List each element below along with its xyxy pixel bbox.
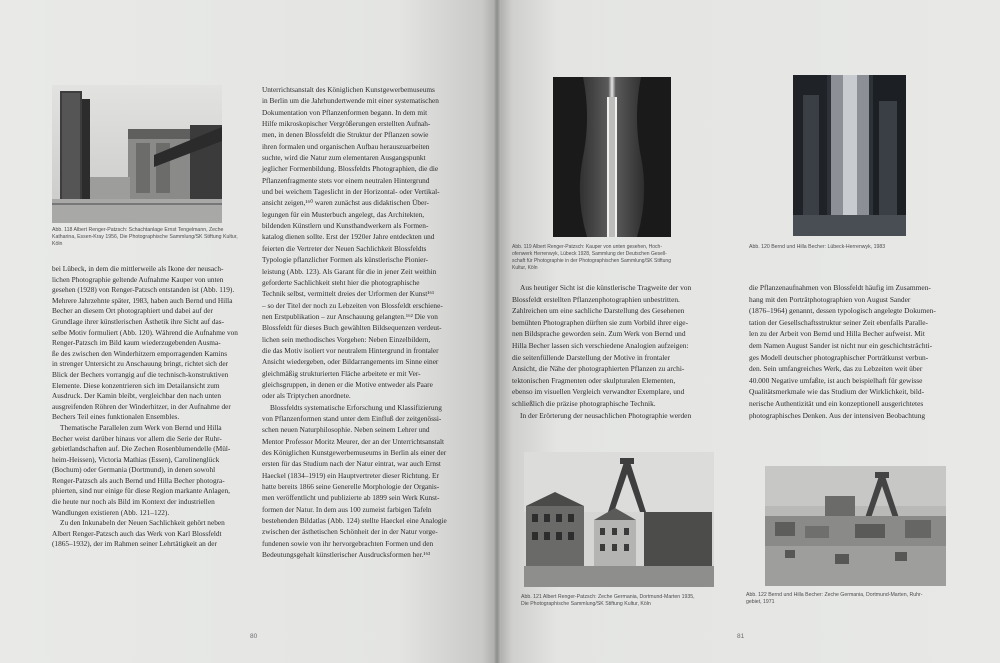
text-line: ansicht zeigen,¹⁶⁰ waren zunächst aus didaktischen Über- <box>262 198 429 208</box>
text-line: nerische Authentizität und ein konzeptionell ausgerichtetes <box>749 398 924 408</box>
text-line: Zu den Inkunabeln der Neuen Sachlichkeit gehört neben <box>60 518 225 528</box>
figure-118-caption <box>52 227 238 248</box>
text-line: die Pflanzenaufnahmen von Blossfeldt häufig im Zusammen- <box>749 283 931 292</box>
text-line: Grundlage ihrer künstlerischen Ästhetik ihre Sicht auf das- <box>52 316 225 326</box>
text-line: men, in denen Blossfeldt die Struktur der Pflanzen sowie <box>262 130 429 140</box>
text-line: und bei weichem Tageslicht in der Horizontal- oder Vertikal- <box>262 187 440 197</box>
text-line: Dokumentation von Pflanzenformen begann. In dem mit <box>262 107 428 117</box>
caption-line: Köln <box>52 241 63 247</box>
text-line: den. Sein umfangreiches Werk, das zu Lebzeiten weit über <box>749 364 923 374</box>
caption-line: schaft für Photographie in der Photographischen Sammlung/SK Stiftung <box>512 257 671 264</box>
text-line: selbe Motiv formuliert (Abb. 120). Während die Aufnahme von <box>52 327 238 337</box>
text-line: tektonischen Fragmenten oder skulpturalen Elementen, <box>512 375 676 385</box>
text-line: (1865–1932), der im Rahmen seiner Lehrtätigkeit an der <box>52 539 217 549</box>
text-line: Blossfeldts systematische Erforschung und Klassifizierung <box>270 402 442 412</box>
text-line: legungen für ein Musterbuch angelegt, das Architekten, <box>262 209 425 219</box>
text-line: von Pflanzenformen stand unter dem Einfluß der zeitgenössi- <box>262 413 442 423</box>
text-column-1 <box>52 264 238 550</box>
text-line: ausgreifenden Röhren der Winderhitzer, in der Aufnahme der <box>52 401 231 411</box>
text-line: ges Modell deutscher photographischer Porträtkunst verbun- <box>749 352 929 362</box>
text-line: oder als Triptychen anordnete. <box>262 391 351 401</box>
caption-line: Abb. 121 Albert Renger-Patzsch: Zeche Germania, Dortmund-Marten 1935, <box>521 594 695 600</box>
text-line: Wandlungen existieren (Abb. 121–122). <box>52 507 170 517</box>
text-line: Thematische Parallelen zum Werk von Bernd und Hilla <box>60 422 222 432</box>
text-line: tation der Gesellschaftsstruktur seiner Zeit ebenfalls Paralle- <box>749 317 928 327</box>
text-line: Ausdruck. Der Kamin bleibt, vergleichbar den nach unten <box>52 391 222 401</box>
text-line: Hilfe mikroskopischer Vergrößerungen erstellten Aufnah- <box>262 119 431 129</box>
caption-line: Abb. 118 Albert Renger-Patzsch: Schachtanlage Ernst Tengelmann, Zeche <box>52 227 224 233</box>
text-line: Unterrichtsanstalt des Königlichen Kunstgewerbemuseums <box>262 85 435 94</box>
text-line: Blossfeldt für dieses Buch gewählten Bildsequenzen verdeut- <box>262 323 442 333</box>
text-line: Renger-Patzsch im Bild kaum wiederzugebenden Ausma- <box>52 338 221 348</box>
text-line: len zu der Arbeit von Bernd und Hilla Becher aufweist. Mit <box>749 329 925 339</box>
text-line: Pflanzenfragmente stets vor einem neutralen Hintergrund <box>262 175 430 185</box>
caption-line: Abb. 119 Albert Renger-Patzsch: Kauper von unten gesehen, Hoch- <box>512 244 663 250</box>
text-line: geforderte Sachlichkeit steht hier die photographische <box>262 277 420 287</box>
text-line: nen Erstpublikation – zur Anschauung gelangten.¹⁶² Die von <box>262 311 438 321</box>
text-line: gebietlandschaften auf. Die Zechen Rosenblumendelle (Mül- <box>52 444 231 454</box>
text-line: Hilla Becher lassen sich verschiedene Analogien aufzeigen: <box>512 340 689 350</box>
figure-122-photo <box>765 466 946 586</box>
text-line: heim-Heissen), Victoria Mathias (Essen), Carolinenglück <box>52 454 220 464</box>
text-line: phierten, sind nur einige für diese Region markante Anlagen, <box>52 486 230 496</box>
text-line: Becher weist darüber hinaus vor allem die Serie der Ruhr- <box>52 433 222 443</box>
text-line: schen neuen Naturphilosophie. Neben seinem Lehrer und <box>262 425 430 435</box>
text-line: in strenger Untersicht zu Anschauung bringt, richtet sich der <box>52 359 229 369</box>
caption-line: Abb. 122 Bernd und Hilla Becher: Zeche Germania, Dortmund-Marten, Ruhr- <box>746 592 923 598</box>
text-line: suchte, wird die Natur zum elementaren Ausgangspunkt <box>262 153 426 163</box>
text-line: Qualitätsmerkmale wie das Studium der Wirklichkeit, bild- <box>749 387 925 397</box>
caption-line: Abb. 120 Bernd und Hilla Becher: Lübeck-Herrenwyk, 1983 <box>749 244 886 250</box>
caption-line: gebiet, 1971 <box>746 599 775 605</box>
text-line: schließlich die präzise photographische Technik. <box>512 398 656 408</box>
text-line: dem Namen August Sander ist nicht nur ein geschichtsträchti- <box>749 340 933 350</box>
text-line: fundenen sowie von ihr hervorgebrachten Formen und den <box>262 538 434 548</box>
text-line: lichen sein methodisches Vorgehen: Neben Einzelbildern, <box>262 334 431 344</box>
text-line: Blick der Bechers vorrangig auf die technisch-konstruktiven <box>52 369 229 379</box>
text-line: katalog dienen sollte. Erst der 1920er Jahre entdeckten und <box>262 232 435 242</box>
text-line: des Königlichen Kunstgewerbemuseums in Berlin als einer der <box>262 448 447 457</box>
text-line: bei Lübeck, in dem die mittlerweile als Ikone der neusach- <box>52 264 224 273</box>
text-line: ebenso im visuellen Vergleich verwandter Exemplare, und <box>512 387 685 397</box>
left-page <box>0 0 497 663</box>
text-line: jeglicher Formenbildung. Blossfeldts Photographien, die die <box>262 164 439 174</box>
page-number: 80 <box>250 633 258 640</box>
figure-119-caption <box>512 244 671 272</box>
text-line: Bechers Teil eines funktionalen Ensembles. <box>52 412 180 422</box>
text-line: Bedeutungsgehalt künstlerischer Ausdrucksformen her.¹⁶³ <box>262 550 431 560</box>
text-line: Ansicht wiedergeben, oder Bildarrangements im Sinne einer <box>262 357 439 367</box>
text-line: ße des zwischen den Winderhitzern emporragenden Kamins <box>52 348 228 358</box>
text-line: ersten für das Studium nach der Natur eintrat, war auch Ernst <box>262 459 441 469</box>
text-line: hatte bereits 1866 seine Generelle Morphologie der Organis- <box>262 482 440 492</box>
figure-120-photo <box>793 75 906 236</box>
figure-121-caption <box>521 594 695 608</box>
text-line: – so der Titel der noch zu Lebzeiten von Blossfeldt erschiene- <box>262 300 443 310</box>
text-line: photographisches Denken. Aus der intensiven Beobachtung <box>749 410 926 420</box>
figure-120-caption <box>749 244 885 251</box>
text-line: Technik selbst, vermittelt dreies der Urformen der Kunst¹⁶¹ <box>262 289 435 299</box>
text-line: Elemente. Diese konzentrieren sich im Detailansicht zum <box>52 380 220 390</box>
text-line: (1876–1964) genannt, dessen typologisch angelegte Dokumen- <box>749 306 936 316</box>
text-line: nen Bildsprache geworden sein. Zum Werk von Bernd und <box>512 329 686 339</box>
text-line: Renger-Patzsch als auch Bernd und Hilla Becher photogra- <box>52 475 225 485</box>
text-line: Becher an diesem Ort photographiert und dabei auf der <box>52 306 213 316</box>
text-line: Haeckel (1834–1919) ein Hauptvertreter dieser Richtung. Er <box>262 470 439 480</box>
text-line: Albert Renger-Patzsch auch das Werk von Karl Blossfeldt <box>52 528 222 538</box>
text-line: leistung (Abb. 123). Als Garant für die in jener Zeit weithin <box>262 266 437 276</box>
text-line: 40.000 Negative umfaßte, ist auch beispielhaft für gewisse <box>749 375 923 385</box>
text-line: formen der Natur. In dem aus 100 zumeist farbigen Tafeln <box>262 504 432 514</box>
text-line: Ansicht, die Nähe der photographierten Pflanzen zu archi- <box>512 364 685 374</box>
caption-line: Katharina, Essen-Kray 1956, Die Photographische Sammlung/SK Stiftung Kultur, <box>52 234 238 240</box>
text-line: zwischen der ästhetischen Schönheit der in der Natur vorge- <box>262 527 438 537</box>
caption-line: ofenwerk Herrenwyk, Lübeck 1928, Sammlung der Deutschen Gesell- <box>512 250 667 257</box>
caption-line: Die Photographische Sammlung/SK Stiftung Kultur, Köln <box>521 601 651 607</box>
text-line: Blossfeldt erstellten Pflanzenphotographien unbestritten. <box>512 294 680 304</box>
text-column-3 <box>512 282 691 421</box>
text-line: hang mit den Porträtphotographien von August Sander <box>749 294 911 304</box>
text-line: feierten die Vertreter der Neuen Sachlichkeit Blossfeldts <box>262 243 427 253</box>
right-page <box>497 0 1000 663</box>
text-line: in Berlin um die Jahrhundertwende mit einer systematischen <box>262 96 439 106</box>
text-line: gleichsgruppen, in denen er die Motive entweder als Paare <box>262 379 433 389</box>
text-column-2 <box>262 84 447 560</box>
caption-line: Kultur, Köln <box>512 264 538 271</box>
text-line: Zahlreichen um eine sachliche Darstellung des Gesehenen <box>512 306 685 316</box>
text-line: lichen Photographie geltende Aufnahme Kauper von unten <box>52 274 224 284</box>
text-line: bemühten Photographen dürften sie zum Vorbild ihrer eige- <box>512 317 689 327</box>
text-line: gleichmäßig strukturierten Fläche arbeitete er mit Ver- <box>262 368 421 378</box>
page-number: 81 <box>737 633 745 640</box>
text-line: Mehrere Jahrzehnte später, 1983, haben auch Bernd und Hilla <box>52 295 233 305</box>
text-column-4 <box>749 282 936 421</box>
book-gutter <box>493 0 501 663</box>
text-line: In der Erörterung der neusachlichen Photographie werden <box>520 410 692 420</box>
text-line: die seitenfüllende Darstellung der Motive in frontaler <box>512 352 671 362</box>
text-line: (Bochum) oder Germania (Dortmund), in denen sowohl <box>52 465 216 475</box>
text-line: Aus heutiger Sicht ist die künstlerische Tragweite der von <box>520 283 692 292</box>
text-line: men veröffentlicht und publizierte ab 1899 sein Werk Kunst- <box>262 493 440 503</box>
text-line: Typologie pflanzlicher Formen als künstlerische Pionier- <box>262 255 429 265</box>
text-line: die das Motiv isoliert vor neutralem Hintergrund in frontaler <box>262 345 439 355</box>
figure-121-photo <box>524 452 714 587</box>
text-line: bildenden Künstlern und Kunsthandwerkern als Formen- <box>262 221 429 231</box>
text-line: bestehenden Bildatlas (Abb. 124) stellte Haeckel eine Analogie <box>262 516 447 526</box>
text-line: die heute nur noch als Bild im Kontext der industriellen <box>52 497 215 507</box>
text-line: ihren formalen und organischen Aufbau herauszuarbeiten <box>262 141 430 151</box>
figure-118-photo <box>52 85 222 223</box>
text-line: Mentor Professor Moritz Meurer, der an der Unterrichtsanstalt <box>262 436 445 446</box>
text-line: gesehen (1928) von Renger-Patzsch entstanden ist (Abb. 119). <box>52 285 235 295</box>
figure-122-caption <box>746 592 922 606</box>
figure-119-photo <box>553 77 671 237</box>
